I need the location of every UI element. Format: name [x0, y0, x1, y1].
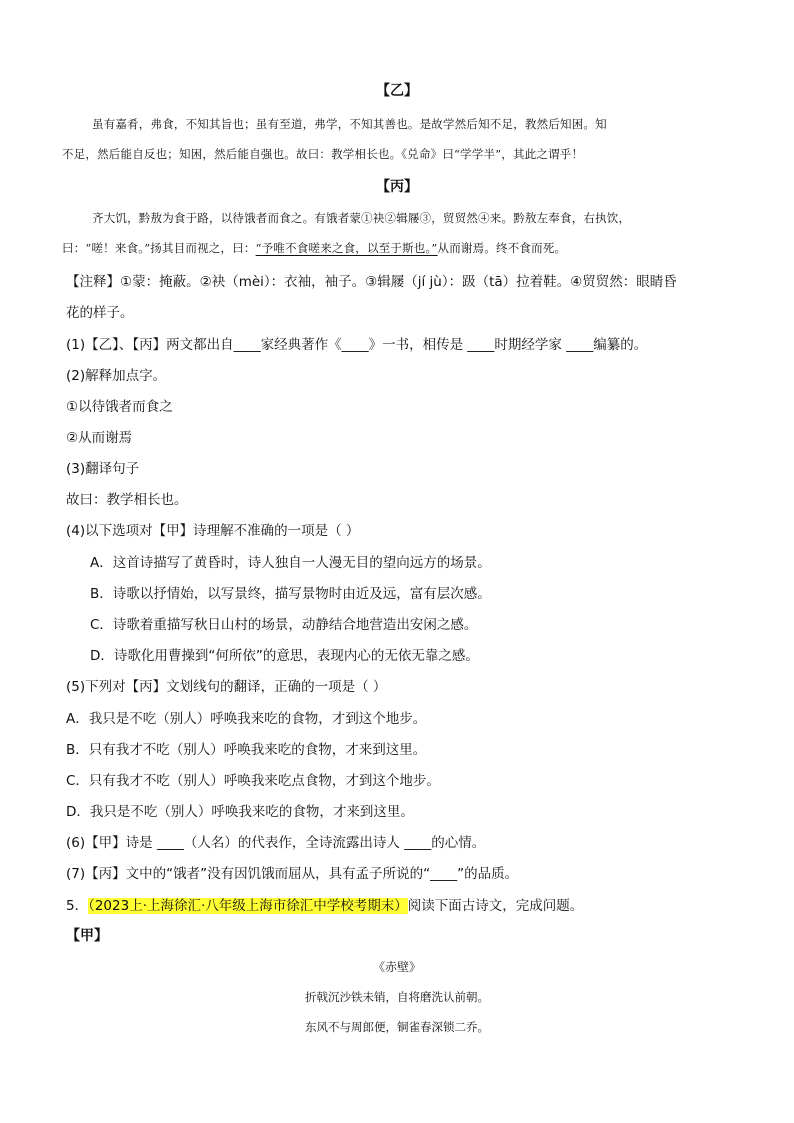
item-5-number: 5．: [66, 898, 89, 914]
question-2-item-a: ①以待饿者而食之: [66, 399, 173, 415]
question-4-option-b: B．诗歌以抒情始，以写景终，描写景物时由近及远，富有层次感。: [90, 586, 491, 602]
yi-heading: 【乙】: [376, 83, 418, 99]
question-4-option-c: C．诗歌着重描写秋日山村的场景，动静结合地营造出安闲之感。: [90, 617, 478, 633]
poem-title: 《赤壁》: [372, 960, 421, 974]
notes-line-2: 花的样子。: [66, 305, 134, 321]
item-5-source-highlight: （2023上·上海徐汇·八年级上海市徐汇中学校考期末）: [88, 898, 408, 914]
bing-text-line-2-end: 从而谢焉。终不食而死。: [437, 241, 567, 255]
yi-text-line-1: 虽有嘉肴，弗食，不知其旨也；虽有至道，弗学，不知其善也。是故学然后知不足，教然后知困。知: [92, 117, 607, 131]
poem-line-1: 折戟沉沙铁未销，自将磨洗认前朝。: [305, 990, 489, 1004]
bing-heading: 【丙】: [376, 179, 418, 195]
question-1: (1)【乙】、【丙】两文都出自____家经典著作《____》一书，相传是 ____时期经学家 ____编纂的。: [66, 337, 648, 353]
question-6: (6)【甲】诗是 ____（人名）的代表作，全诗流露出诗人 ____的心情。: [66, 835, 486, 851]
poem-line-2: 东风不与周郎便，铜雀春深锁二乔。: [305, 1020, 489, 1034]
question-2: (2)解释加点字。: [66, 368, 167, 384]
question-5-option-c: C．只有我才不吃（别人）呼唤我来吃点食物，才到这个地步。: [66, 773, 440, 789]
question-4-option-d: D．诗歌化用曹操到“何所依”的意思，表现内心的无依无靠之感。: [90, 648, 479, 664]
question-5-option-b: B．只有我才不吃（别人）呼唤我来吃的食物，才来到这里。: [66, 742, 427, 758]
bing-text-line-2-start: 曰：“嗟！来食。”扬其目而视之，曰：: [62, 241, 256, 255]
notes-line-1: 【注释】①蒙：掩蔽。②袂（mèi）：衣袖，袖子。③辑屦（jí jù）：趿（tā）拉着鞋。④贸贸然：眼睛昏: [66, 274, 677, 290]
question-4-option-a: A．这首诗描写了黄昏时，诗人独自一人漫无目的望向远方的场景。: [90, 555, 491, 571]
yi-text-line-2: 不足，然后能自反也；知困，然后能自强也。故曰：教学相长也。《兑命》曰“学学半”，其此之谓乎！: [62, 147, 584, 161]
bing-text-line-2: [62, 240, 566, 256]
item-5-instruction: 阅读下面古诗文，完成问题。: [407, 898, 584, 914]
question-3-sentence: 故曰：教学相长也。: [66, 492, 188, 508]
question-7: (7)【丙】文中的“饿者”没有因饥饿而屈从，具有孟子所说的“____”的品质。: [66, 866, 519, 882]
jia-heading: 【甲】: [66, 928, 108, 944]
question-3: (3)翻译句子: [66, 461, 140, 477]
underlined-sentence: “予唯不食嗟来之食，以至于斯也。”: [255, 241, 438, 255]
question-4: (4)以下选项对【甲】诗理解不准确的一项是（ ）: [66, 523, 360, 539]
question-5-option-a: A．我只是不吃（别人）呼唤我来吃的食物，才到这个地步。: [66, 711, 427, 727]
item-5-line: [66, 894, 583, 914]
bing-text-line-1: 齐大饥，黔敖为食于路，以待饿者而食之。有饿者蒙①袂②辑屦③，贸贸然④来。黔敖左奉食，右执饮，: [92, 211, 631, 225]
question-5: (5)下列对【丙】文划线句的翻译，正确的一项是（ ）: [66, 679, 387, 695]
question-2-item-b: ②从而谢焉: [66, 430, 133, 446]
question-5-option-d: D．我只是不吃（别人）呼唤我来吃的食物，才来到这里。: [66, 804, 414, 820]
